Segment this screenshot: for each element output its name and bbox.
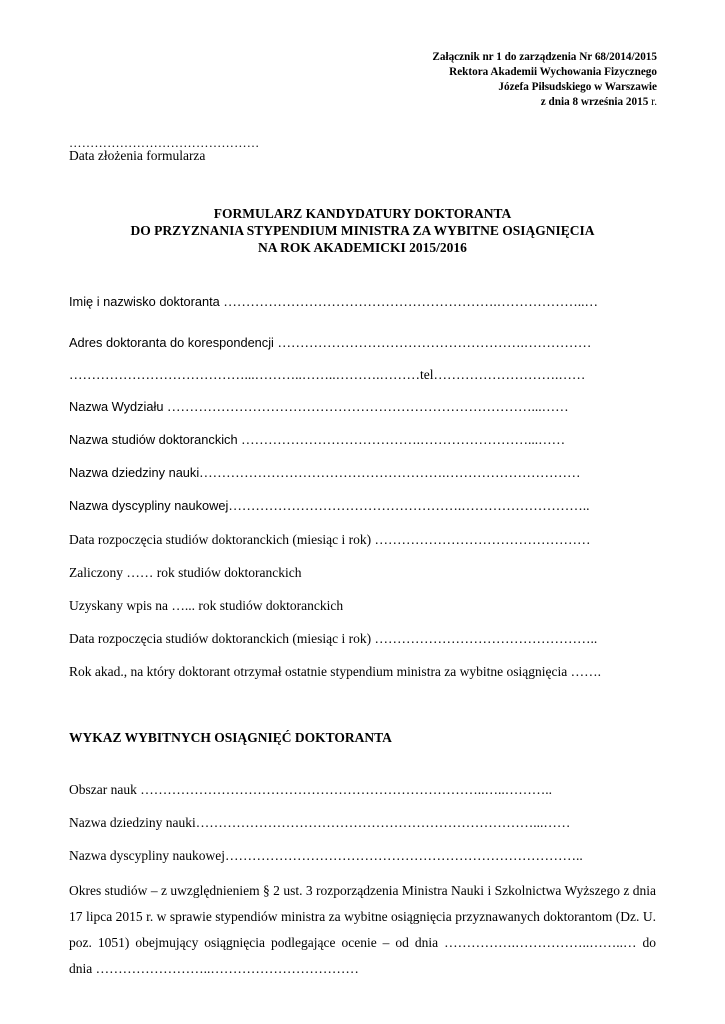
header-line-1: Załącznik nr 1 do zarządzenia Nr 68/2014/2015 bbox=[432, 51, 657, 63]
title-line-2: DO PRZYZNANIA STYPENDIUM MINISTRA ZA WYBITNE OSIĄGNIĘCIA bbox=[130, 223, 595, 238]
field-start-date-2[interactable] bbox=[69, 631, 659, 647]
field-label: Data rozpoczęcia studiów doktoranckich (miesiąc i rok) bbox=[69, 631, 375, 646]
field-label: Nazwa dziedziny nauki bbox=[69, 465, 200, 480]
field-dots: …………………………………………………………………….. bbox=[224, 848, 583, 863]
field-faculty[interactable] bbox=[69, 399, 659, 415]
field-label: Nazwa dziedziny nauki bbox=[69, 815, 196, 830]
submission-date-label: Data złożenia formularza bbox=[69, 148, 206, 163]
field-dots: …………………………………………………….………………..… bbox=[223, 294, 598, 309]
field-dots: ………………………………….……………………...…… bbox=[241, 432, 566, 447]
title-line-3: NA ROK AKADEMICKI 2015/2016 bbox=[258, 240, 467, 255]
field-science-domain-2[interactable] bbox=[69, 815, 659, 831]
field-discipline[interactable] bbox=[69, 498, 659, 514]
title-line-1: FORMULARZ KANDYDATURY DOKTORANTA bbox=[213, 206, 512, 221]
field-label: Uzyskany wpis na …... rok studiów doktoranckich bbox=[69, 598, 344, 613]
field-discipline-2[interactable] bbox=[69, 848, 659, 864]
field-dots: ……………………………………………….…………… bbox=[277, 335, 592, 350]
field-dots: ………………………………………….. bbox=[374, 631, 598, 646]
header-line-3: Józefa Piłsudskiego w Warszawie bbox=[498, 81, 657, 93]
field-dots: …………………………………………….……………………….. bbox=[228, 498, 590, 513]
field-label: Nazwa studiów doktoranckich bbox=[69, 432, 242, 447]
field-label: Nazwa dyscypliny naukowej bbox=[69, 848, 225, 863]
achievements-section-title: WYKAZ WYBITNYCH OSIĄGNIĘĆ DOKTORANTA bbox=[69, 730, 392, 745]
field-full-name[interactable] bbox=[69, 294, 659, 310]
field-start-date[interactable] bbox=[69, 532, 659, 548]
field-address[interactable] bbox=[69, 335, 659, 351]
header-line-4 bbox=[432, 95, 657, 110]
field-enrolled-year[interactable] bbox=[69, 598, 659, 614]
submission-date-field[interactable]: ……………………………………… bbox=[69, 136, 260, 150]
header-line-2: Rektora Akademii Wychowania Fizycznego bbox=[449, 66, 657, 78]
field-science-domain[interactable] bbox=[69, 465, 659, 481]
field-last-scholarship-year[interactable] bbox=[69, 664, 659, 680]
study-period-paragraph: Okres studiów – z uwzględnieniem § 2 ust. 3 rozporządzenia Ministra Nauki i Szkolnictwa Wyższego z dnia 17 lipca 2015 r. w sprawie stypendiów ministra za wybitne osiągnięcia przyznawanych doktorantom (Dz. U. poz. 1051) obejmujący osiągnięcia podlegające ocenie – od dnia …………….……………..……..… do dnia ……………………..…………………………… bbox=[69, 883, 656, 976]
field-dots: …………………………………………………………………..…..……….. bbox=[140, 782, 552, 797]
field-label: Data rozpoczęcia studiów doktoranckich (miesiąc i rok) bbox=[69, 532, 375, 547]
field-label: Rok akad., na który doktorant otrzymał ostatnie stypendium ministra za wybitne osiągnięcia ……. bbox=[69, 664, 602, 679]
field-dots: …………………………………………………………………...…… bbox=[195, 815, 571, 830]
header-date: z dnia 8 września 2015 bbox=[540, 96, 649, 108]
field-dots: ………………………………………… bbox=[374, 532, 591, 547]
field-doctoral-studies[interactable] bbox=[69, 432, 659, 448]
field-dots: ………………………………………………………………………...…… bbox=[167, 399, 569, 414]
field-label: Nazwa dyscypliny naukowej bbox=[69, 498, 229, 513]
field-label: Obszar nauk bbox=[69, 782, 141, 797]
field-completed-year[interactable] bbox=[69, 565, 659, 581]
field-science-area[interactable] bbox=[69, 782, 659, 798]
attachment-header bbox=[432, 50, 657, 110]
field-label: Adres doktoranta do korespondencji bbox=[69, 335, 278, 350]
header-date-suffix: r. bbox=[648, 96, 657, 108]
field-dots: …………………………………...………..……..……….………tel……………………….…… bbox=[69, 367, 586, 382]
field-label: Zaliczony …… rok studiów doktoranckich bbox=[69, 565, 302, 580]
field-label: Imię i nazwisko doktoranta bbox=[69, 294, 224, 309]
form-title bbox=[0, 205, 725, 256]
field-address-tel[interactable] bbox=[69, 367, 659, 383]
field-dots: ……………………………………………….………………………… bbox=[199, 465, 581, 480]
field-label: Nazwa Wydziału bbox=[69, 399, 168, 414]
